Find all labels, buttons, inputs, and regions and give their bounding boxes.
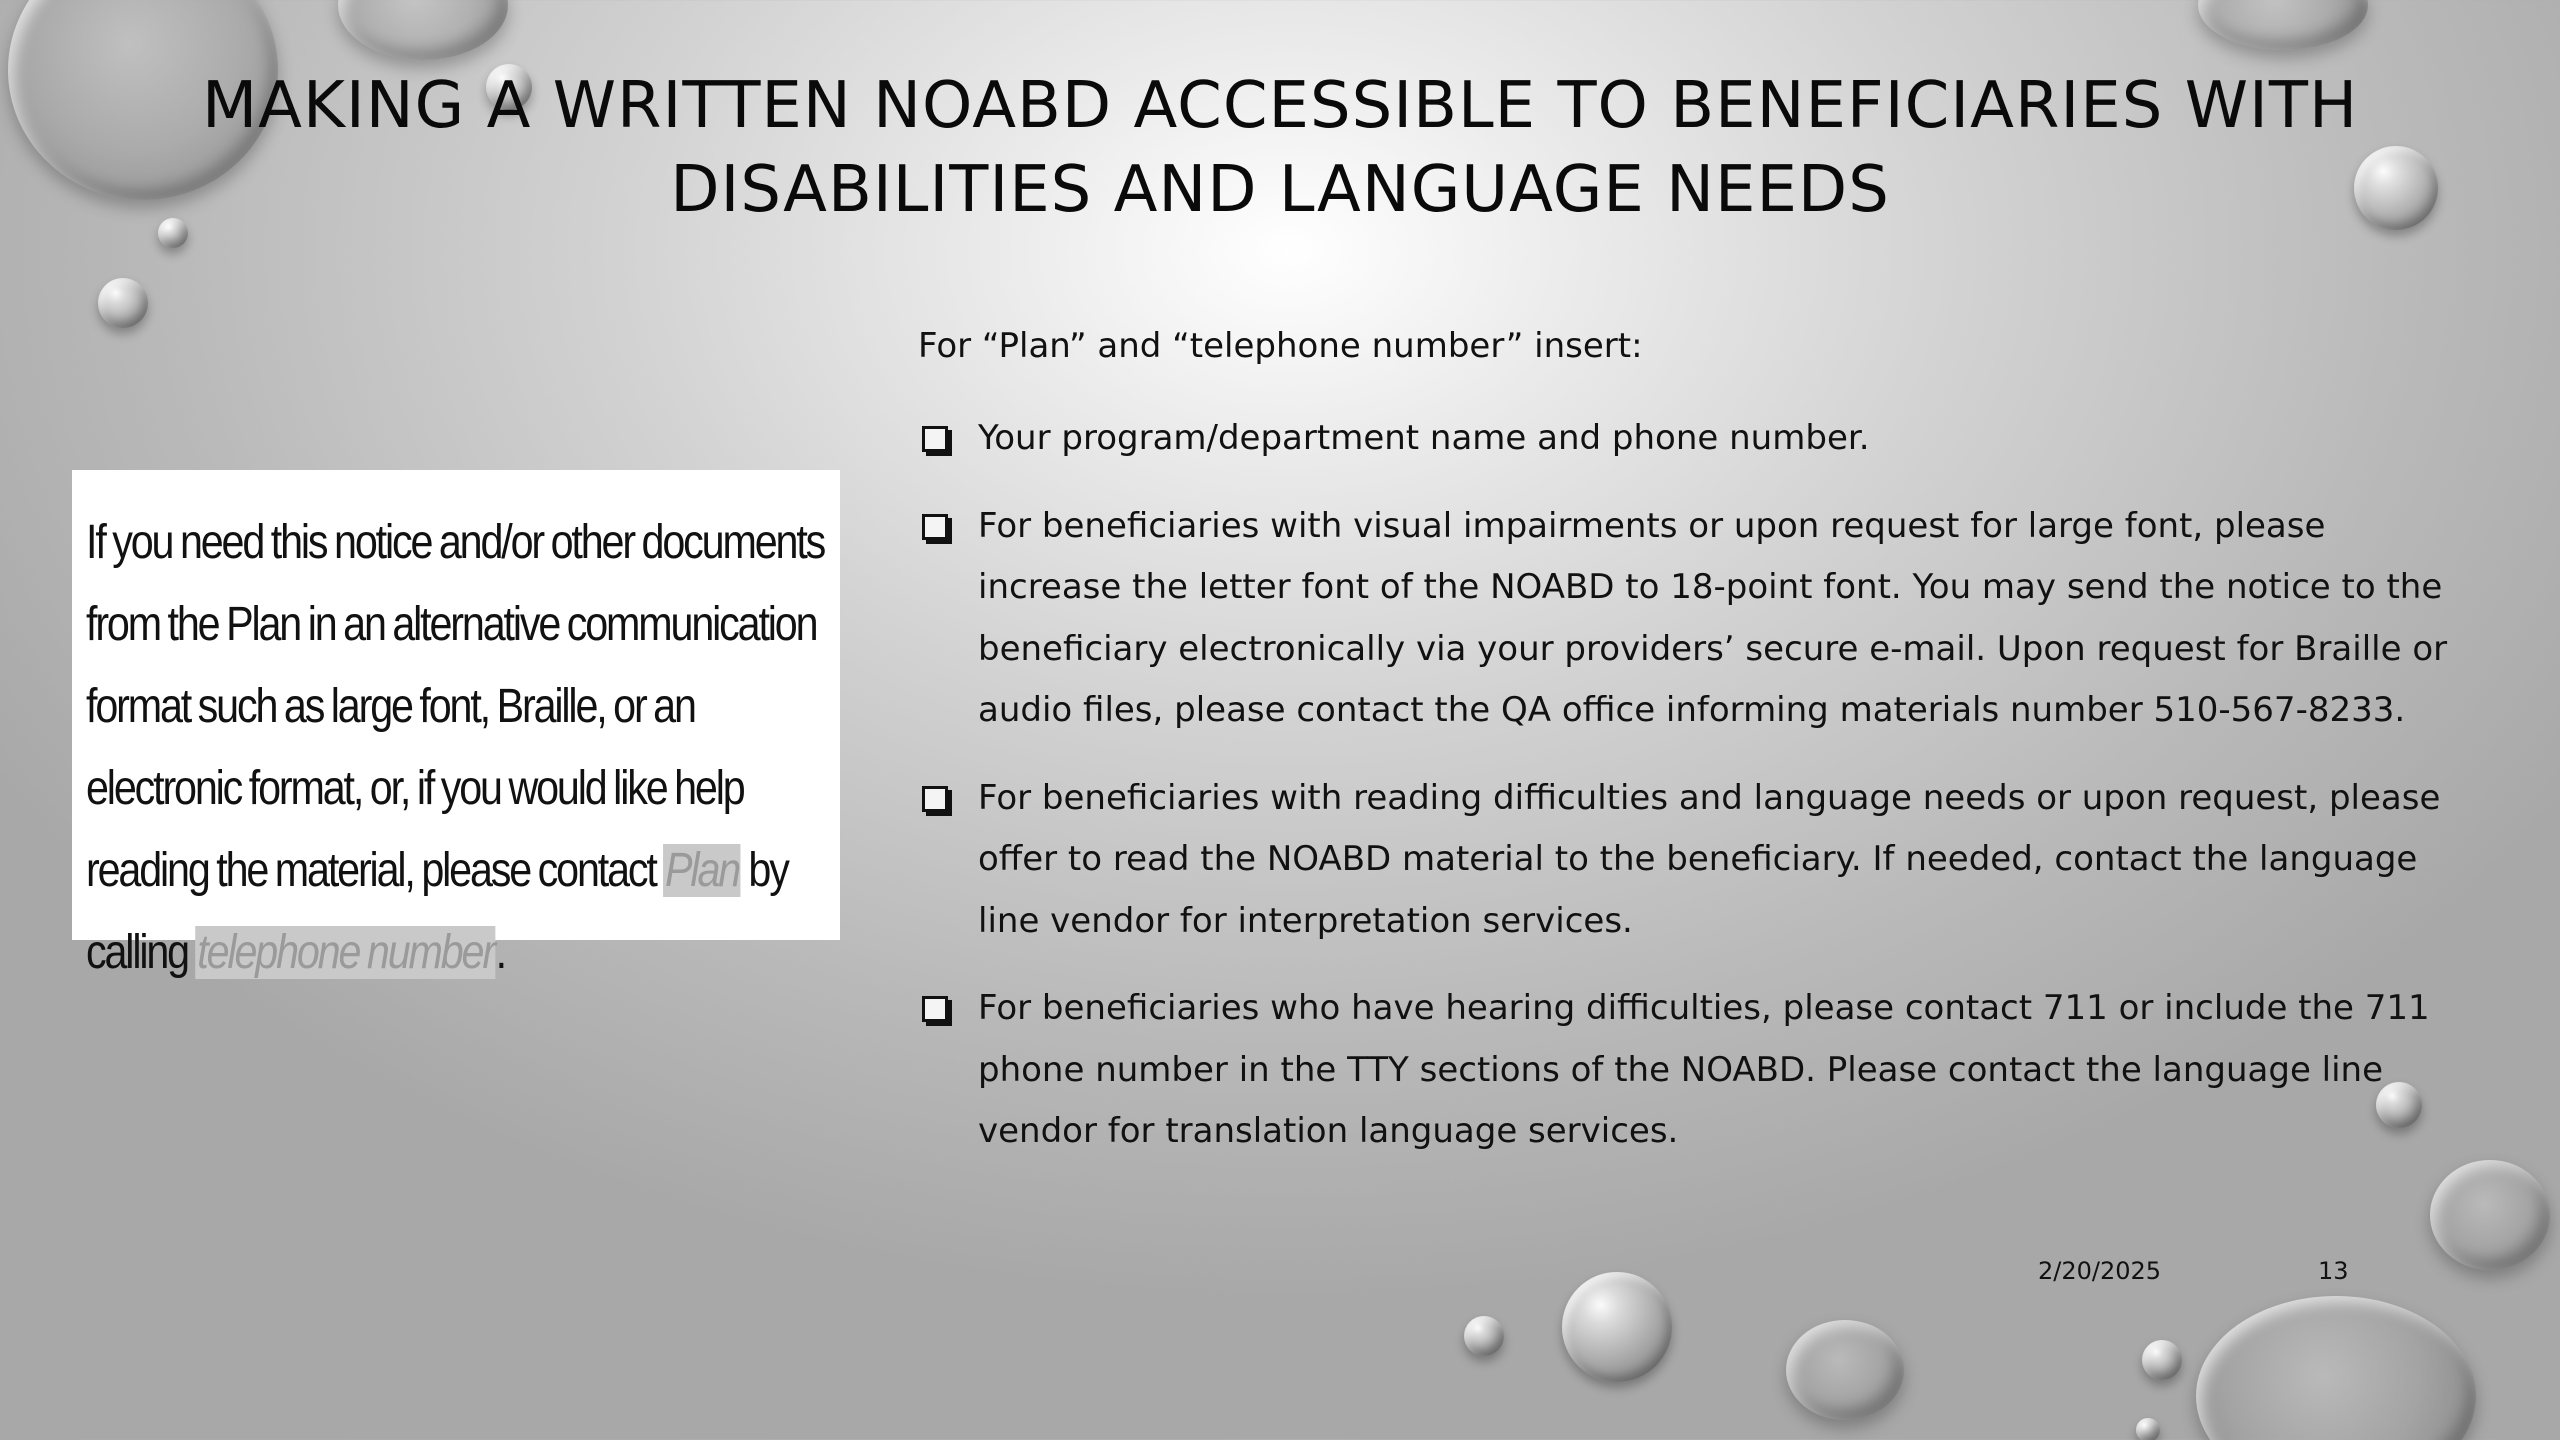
notice-text-before: If you need this notice and/or other documents from the Plan in an alternative communication format such as large font, Braille, or an electronic format, or, if you would like help reading the material, please contact	[86, 516, 825, 897]
water-drop-decoration	[2196, 1296, 2476, 1440]
notice-sample-text	[86, 502, 834, 994]
bullet-list	[918, 408, 2458, 1163]
water-drop-decoration	[98, 278, 148, 328]
bullet-text: Your program/department name and phone number.	[978, 418, 1870, 458]
water-drop-decoration	[1786, 1320, 1904, 1420]
telephone-number-placeholder: telephone number	[197, 926, 494, 979]
bullet-text: For beneficiaries with visual impairments or upon request for large font, please increase the letter font of the NOABD to 18-point font. You may send the notice to the beneficiary electronically via your providers’ secure e-mail. Upon request for Braille or audio files, please contact the QA office informing materials number 510-567-8233.	[978, 505, 2448, 730]
notice-text-end: .	[495, 926, 506, 979]
slide-title: MAKING A WRITTEN NOABD ACCESSIBLE TO BENEFICIARIES WITH DISABILITIES AND LANGUAGE NEEDS	[201, 69, 2359, 227]
bullet-item	[918, 408, 2458, 470]
water-drop-decoration	[2142, 1340, 2182, 1380]
intro-text: For “Plan” and “telephone number” insert:	[918, 326, 1643, 366]
plan-placeholder: Plan	[665, 844, 740, 897]
bullet-item	[918, 768, 2458, 953]
bullet-text: For beneficiaries who have hearing difficulties, please contact 711 or include the 711 phone number in the TTY sections of the NOABD. Please contact the language line vendor for translation language services.	[978, 988, 2430, 1151]
water-drop-decoration	[2198, 0, 2368, 50]
slide-content	[918, 320, 2458, 1189]
notice-text-middle: by calling	[86, 844, 788, 979]
checkbox-bullet-icon	[922, 786, 948, 812]
slide-page-number: 13	[2318, 1257, 2349, 1285]
water-drop-decoration	[1562, 1272, 1672, 1382]
checkbox-bullet-icon	[922, 514, 948, 540]
slide-date: 2/20/2025	[2038, 1257, 2162, 1285]
notice-sample-box	[72, 470, 840, 979]
water-drop-decoration	[1464, 1316, 1504, 1356]
water-drop-decoration	[338, 0, 508, 60]
checkbox-bullet-icon	[922, 996, 948, 1022]
bullet-item	[918, 496, 2458, 742]
bullet-item	[918, 978, 2458, 1163]
water-drop-decoration	[2136, 1418, 2160, 1440]
checkbox-bullet-icon	[922, 426, 948, 452]
bullet-text: For beneficiaries with reading difficulties and language needs or upon request, please offer to read the NOABD material to the beneficiary. If needed, contact the language line vendor for interpretation services.	[978, 777, 2441, 941]
